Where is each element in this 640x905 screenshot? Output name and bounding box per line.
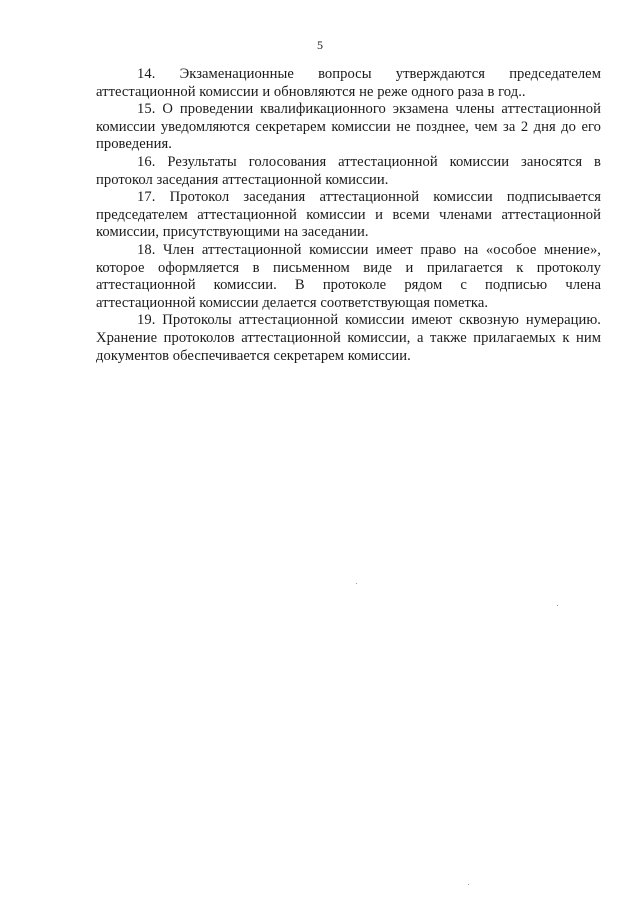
paragraph-19: 19. Протоколы аттестационной комиссии имеют сквозную нумерацию. Хранение протоколов аттестационной комиссии, а также прилагаемых к ним документов обеспечивается секретарем комиссии. [96, 312, 601, 364]
page-number: 5 [317, 38, 323, 52]
document-body [96, 66, 601, 365]
paragraph-15: 15. О проведении квалификационного экзамена члены аттестационной комиссии уведомляются секретарем комиссии не позднее, чем за 2 дня до его проведения. [96, 101, 601, 153]
scan-speck [557, 605, 558, 606]
paragraph-18: 18. Член аттестационной комиссии имеет право на «особое мнение», которое оформляется в письменном виде и прилагается к протоколу аттестационной комиссии. В протоколе рядом с подписью члена аттестационной комиссии делается соответствующая пометка. [96, 241, 601, 311]
paragraph-16: 16. Результаты голосования аттестационной комиссии заносятся в протокол заседания аттестационной комиссии. [96, 153, 601, 188]
paragraph-17: 17. Протокол заседания аттестационной комиссии подписывается председателем аттестационной комиссии и всеми членами аттестационной комиссии, присутствующими на заседании. [96, 189, 601, 241]
scan-speck [468, 884, 469, 885]
scan-speck [356, 583, 357, 584]
paragraph-14: 14. Экзаменационные вопросы утверждаются председателем аттестационной комиссии и обновляются не реже одного раза в год.. [96, 66, 601, 100]
